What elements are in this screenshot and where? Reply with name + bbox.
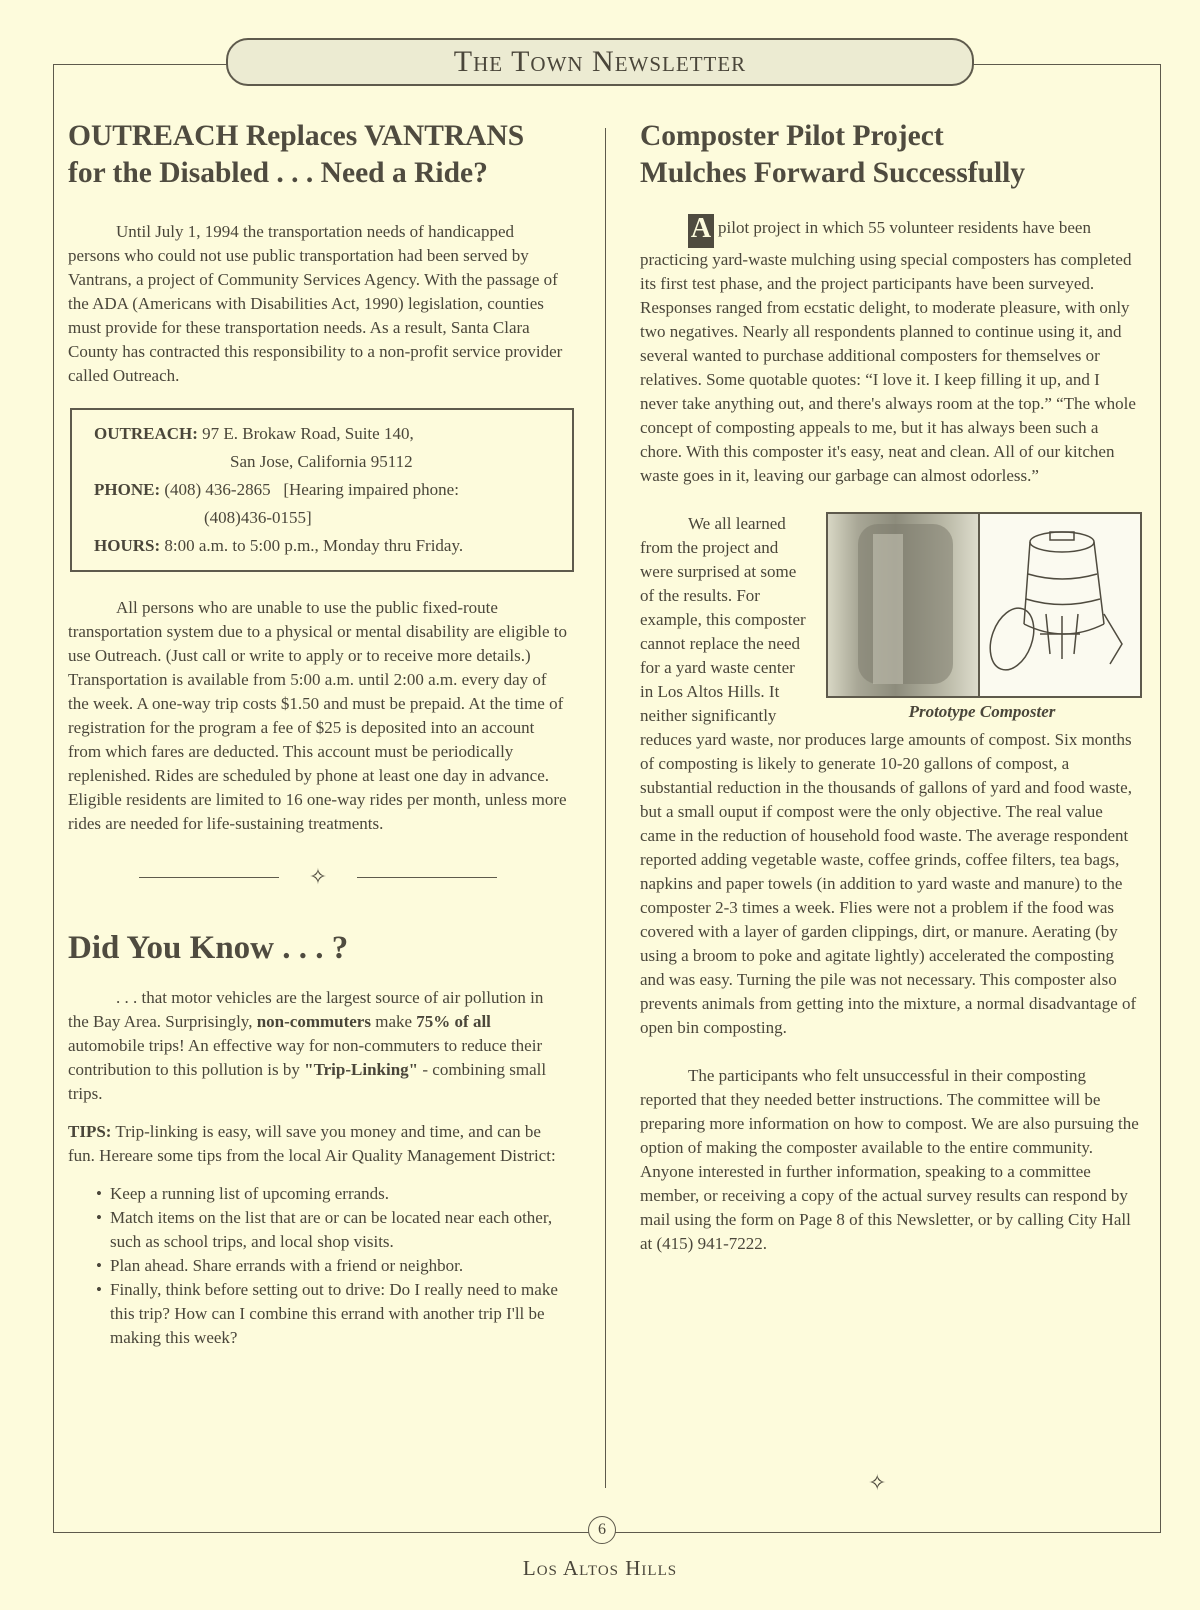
outreach-address-line2: San Jose, California 95112 — [230, 452, 413, 471]
tip-item: • Match items on the list that are or can be located near each other, such as school trips, and local shop visits. — [96, 1206, 568, 1254]
composter-paragraph-3: The participants who felt unsuccessful in their composting reported that they needed better instructions. The committee will be preparing more information on how to compost. We are also pursuing the option of making the composter available to the entire community. Anyone interested in further information, speaking to a committee member, or receiving a copy of the actual survey results can respond by mail using the form on Page 8 of this Newsletter, or by calling City Hall at (415) 941-7222. — [640, 1066, 1139, 1253]
prototype-composter-figure — [826, 512, 1142, 698]
phone-line1: (408) 436-2865 [Hearing impaired phone: — [164, 480, 459, 499]
frame-top-rule-right — [968, 64, 1160, 65]
section-divider — [68, 864, 568, 890]
dyk-text-a: . . . that motor vehicles are the largest source of air pollution in the Bay Area. Surprisingly, — [68, 988, 544, 1031]
frame-top-rule-left — [53, 64, 233, 65]
dyk-bold-trip-linking: "Trip-Linking" — [304, 1060, 419, 1079]
page-number: 6 — [588, 1516, 616, 1544]
tips-list — [68, 1182, 568, 1350]
composter-paragraph-1-text: pilot project in which 55 volunteer residents have been practicing yard-waste mulching using special composters has completed its first test phase, and the project participants have been surveyed. Responses ranged from ecstatic delight, to moderate pleasure, with only two negatives. Nearly all respondents planned to continue using it, and several wanted to purchase additional composters for themselves or relatives. Some quotable quotes: “I love it. I keep filling it up, and I never take anything out, and there's always room at the top.” “The whole concept of composting appeals to me, but it has always been such a chore. With this composter it's easy, neat and clean. All of our kitchen waste goes in it, leaving our garbage can almost odorless.” — [640, 218, 1136, 485]
outreach-contact-box — [70, 408, 574, 572]
composter-line-drawing-icon — [980, 514, 1136, 692]
divider-line-left — [139, 877, 279, 878]
dyk-text-d: - combining small trips. — [68, 1060, 547, 1103]
outreach-headline — [68, 118, 568, 192]
outreach-headline-line2: for the Disabled . . . Need a Ride? — [68, 157, 488, 189]
article-outreach — [68, 118, 568, 836]
outreach-address-line1: 97 E. Brokaw Road, Suite 140, — [202, 424, 414, 443]
composter-paragraph-2-rest: reduces yard waste, nor produces large amounts of compost. Six months of composting is likely to generate 10-20 gallons of compost, a substantial reduction in the thousands of gallons of yard and food waste, but a small ouput if compost were the only objective. The real value came in the reduction of household food waste. The average respondent reported adding vegetable waste, coffee grinds, coffee filters, tea bags, napkins and paper towels (in addition to yard waste and manure) to the composter 2-3 times a week. Flies were not a problem if the food was covered with a layer of garden clippings, dirt, or manure. Aerating (by using a broom to poke and agitate lightly) accelerated the composting and was easy. Turning the pile was not necessary. This composter also prevents animals from getting into the mixture, a normal disadvantage of open bin composting. — [640, 730, 1137, 1037]
composter-paragraph-1 — [640, 214, 1140, 488]
tip-item: • Keep a running list of upcoming errands. — [96, 1182, 568, 1206]
composter-headline-line2: Mulches Forward Successfully — [640, 157, 1026, 189]
phone-line2: (408)436-0155] — [204, 508, 312, 527]
divider-line-right — [357, 877, 497, 878]
composter-headline — [640, 118, 1140, 192]
composter-headline-line1: Composter Pilot Project — [640, 120, 944, 152]
phone-label: PHONE: — [94, 480, 161, 499]
tips-paragraph — [68, 1120, 568, 1168]
hours-value: 8:00 a.m. to 5:00 p.m., Monday thru Friday. — [164, 536, 464, 555]
dyk-text-b: make — [370, 1012, 417, 1031]
footer-town-name: Los Altos Hills — [522, 1556, 678, 1580]
composter-drawing — [980, 514, 1140, 696]
masthead-title: The Town Newsletter — [226, 38, 974, 86]
tips-text: Trip-linking is easy, will save you money and time, and can be fun. Hereare some tips from the local Air Quality Management District: — [68, 1122, 556, 1165]
did-you-know-paragraph — [68, 986, 568, 1106]
end-ornament-icon: ✧ — [868, 1470, 887, 1495]
tips-label: TIPS: — [68, 1122, 112, 1141]
dyk-bold-percent: 75% of all — [416, 1012, 491, 1031]
outreach-headline-line1: OUTREACH Replaces VANTRANS — [68, 120, 525, 152]
tip-item: • Plan ahead. Share errands with a friend or neighbor. — [96, 1254, 568, 1278]
composter-paragraph-2-narrow: We all learned from the project and were surprised at some of the results. For example, this composter cannot replace the need for a yard waste center in Los Altos Hills. It neither significantly — [640, 514, 806, 725]
dyk-text-c: automobile trips! An effective way for non-commuters to reduce their contribution to this pollution is by — [68, 1036, 543, 1079]
outreach-paragraph-1: Until July 1, 1994 the transportation needs of handicapped persons who could not use public transportation had been served by Vantrans, a project of Community Services Agency. With the passage of the ADA (Americans with Disabilities Act, 1990) legislation, counties must provide for these transportation needs. As a result, Santa Clara County has contracted this responsibility to a non-profit service provider called Outreach. — [68, 222, 563, 385]
did-you-know-headline: Did You Know . . . ? — [68, 930, 349, 966]
figure-section — [640, 512, 1140, 728]
tip-item: • Finally, think before setting out to drive: Do I really need to make this trip? How can I combine this errand with another trip I'll be making this week? — [96, 1278, 568, 1350]
figure-caption: Prototype Composter — [908, 702, 1056, 721]
hours-label: HOURS: — [94, 536, 161, 555]
right-column — [640, 118, 1140, 1256]
drop-cap: A — [688, 214, 714, 248]
dyk-bold-non-commuters: non-commuters — [256, 1012, 371, 1031]
article-did-you-know — [68, 928, 568, 1350]
sparkle-ornament-icon: ✧ — [308, 864, 328, 889]
composter-photo-image — [828, 514, 978, 692]
outreach-paragraph-2: All persons who are unable to use the public fixed-route transportation system due to a physical or mental disability are eligible to use Outreach. (Just call or write to apply or to receive more details.) Transportation is available from 5:00 a.m. until 2:00 a.m. every day of the week. A one-way trip costs $1.50 and must be prepaid. At the time of registration for the program a fee of $25 is deposited into an account from which fares are deducted. This account must be periodically replenished. Rides are scheduled by phone at least one day in advance. Eligible residents are limited to 16 one-way rides per month, unless more rides are needed for life-sustaining treatments. — [68, 598, 568, 833]
composter-photo — [828, 514, 980, 696]
column-divider — [605, 128, 606, 1488]
outreach-label: OUTREACH: — [94, 424, 198, 443]
left-column — [68, 118, 568, 1350]
